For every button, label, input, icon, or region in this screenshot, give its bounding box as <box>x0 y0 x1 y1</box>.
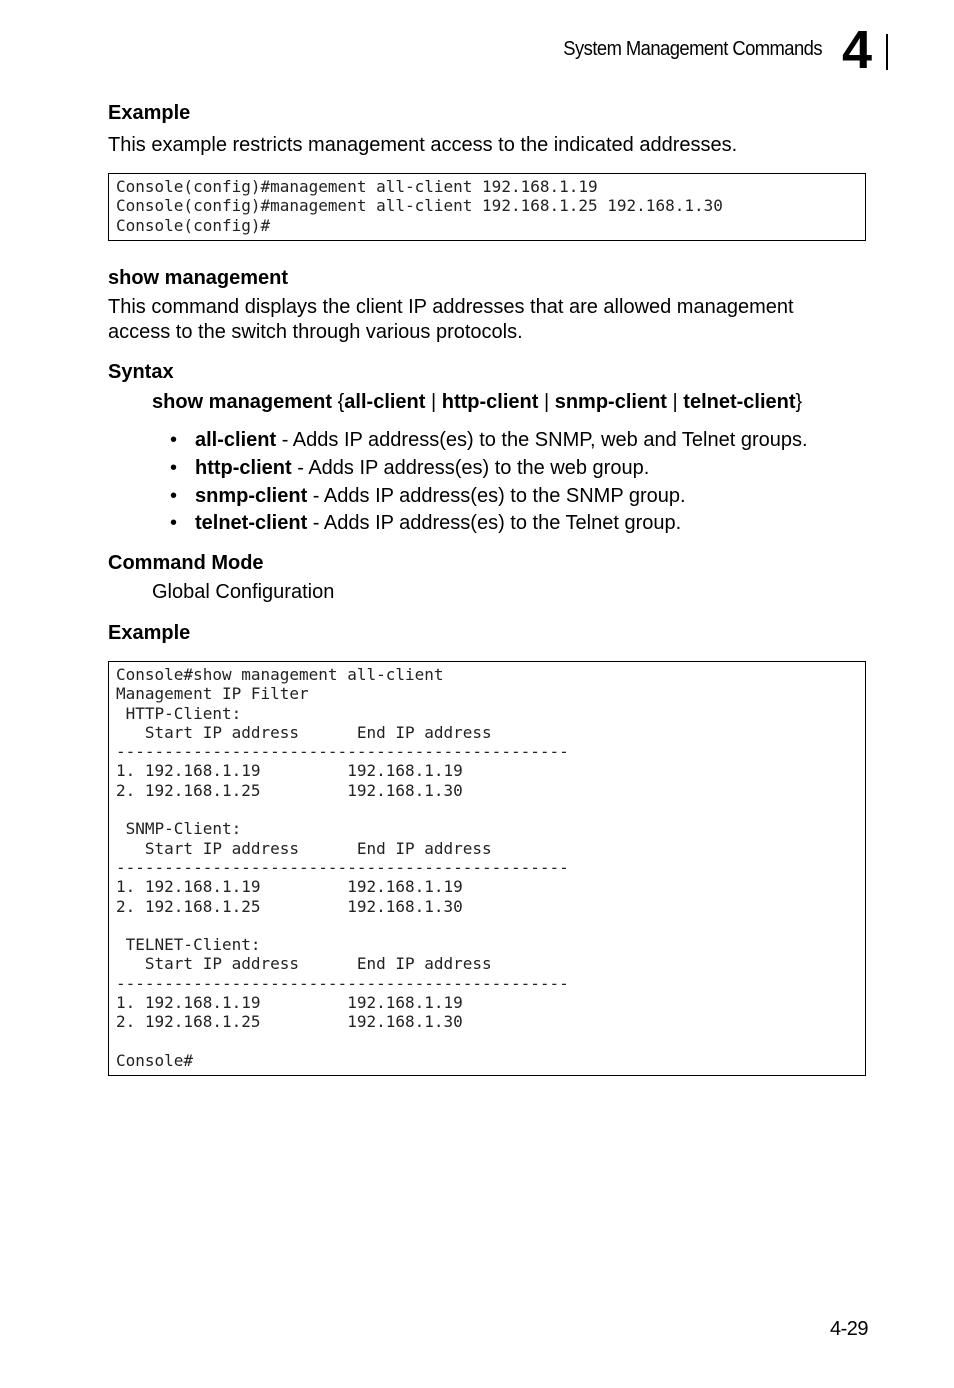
code-line: Management IP Filter <box>116 684 309 704</box>
chapter-number: 4 <box>842 20 873 80</box>
bullet-term: http-client <box>195 456 292 479</box>
code-line: SNMP-Client: <box>116 819 242 839</box>
code-line: Console(config)#management all-client 192.168.1.25 192.168.1.30 <box>116 196 723 216</box>
code-line: ----------------------------------------------- <box>116 857 569 877</box>
code-line: 1. 192.168.1.19 192.168.1.19 <box>116 761 463 781</box>
syntax-brace-close: } <box>795 391 803 413</box>
page-number: 4-29 <box>830 1318 869 1340</box>
bullet-icon: • <box>170 484 178 507</box>
code-line: ----------------------------------------------- <box>116 742 569 762</box>
syntax-option-snmp-client: snmp-client <box>554 391 667 413</box>
command-title: show management <box>108 267 289 289</box>
example-heading: Example <box>108 622 191 644</box>
code-line: Console(config)# <box>116 215 271 235</box>
code-line <box>116 916 858 935</box>
code-line: Console(config)#management all-client 192.168.1.19 <box>116 177 598 196</box>
command-description-line-1: This command displays the client IP addresses that are allowed management <box>108 296 794 318</box>
syntax-brace-open: { <box>332 391 345 413</box>
code-line: ----------------------------------------------- <box>116 973 569 993</box>
bullet-term: snmp-client <box>195 484 308 507</box>
syntax-heading: Syntax <box>108 361 174 383</box>
code-line: 2. 192.168.1.25 192.168.1.30 <box>116 896 463 916</box>
example-heading: Example <box>108 102 191 124</box>
bullet-description: - Adds IP address(es) to the SNMP, web and Telnet groups. <box>276 429 808 451</box>
bullet-icon: • <box>170 429 178 451</box>
code-line: Console#show management all-client <box>116 665 444 684</box>
code-line: Start IP address End IP address <box>116 838 492 858</box>
section-title: System Management Commands <box>563 38 822 60</box>
command-description-line-2: access to the switch through various protocols. <box>108 321 523 343</box>
code-line: Console# <box>116 1050 194 1070</box>
bullet-icon: • <box>170 456 178 479</box>
code-line <box>116 1032 858 1051</box>
chapter-rule <box>886 34 888 70</box>
example-description: This example restricts management access to the indicated addresses. <box>108 134 738 156</box>
code-line: 1. 192.168.1.19 192.168.1.19 <box>116 877 463 897</box>
bullet-description: - Adds IP address(es) to the SNMP group. <box>307 484 686 507</box>
code-line: HTTP-Client: <box>116 703 242 723</box>
syntax-option-all-client: all-client <box>344 391 426 413</box>
command-mode-heading: Command Mode <box>108 552 264 574</box>
syntax-separator: | <box>425 391 442 413</box>
code-line: TELNET-Client: <box>116 935 261 955</box>
syntax-line <box>152 391 802 414</box>
syntax-option-http-client: http-client <box>441 391 539 413</box>
code-block-config <box>108 173 866 241</box>
syntax-separator: | <box>538 391 555 413</box>
code-line <box>116 800 858 819</box>
code-line: Start IP address End IP address <box>116 722 492 742</box>
code-line: 2. 192.168.1.25 192.168.1.30 <box>116 1012 463 1032</box>
bullet-description: - Adds IP address(es) to the Telnet group. <box>307 512 682 535</box>
syntax-option-telnet-client: telnet-client <box>683 391 796 413</box>
code-line: 2. 192.168.1.25 192.168.1.30 <box>116 780 463 800</box>
code-line: Start IP address End IP address <box>116 954 492 974</box>
bullet-icon: • <box>170 512 178 535</box>
bullet-term: all-client <box>195 429 277 451</box>
syntax-command: show management <box>152 391 333 413</box>
code-block-show-management <box>108 661 866 1076</box>
code-line: 1. 192.168.1.19 192.168.1.19 <box>116 993 463 1013</box>
bullet-term: telnet-client <box>195 512 308 535</box>
command-mode-value: Global Configuration <box>152 581 335 603</box>
bullet-description: - Adds IP address(es) to the web group. <box>291 456 650 479</box>
syntax-separator: | <box>666 391 684 413</box>
